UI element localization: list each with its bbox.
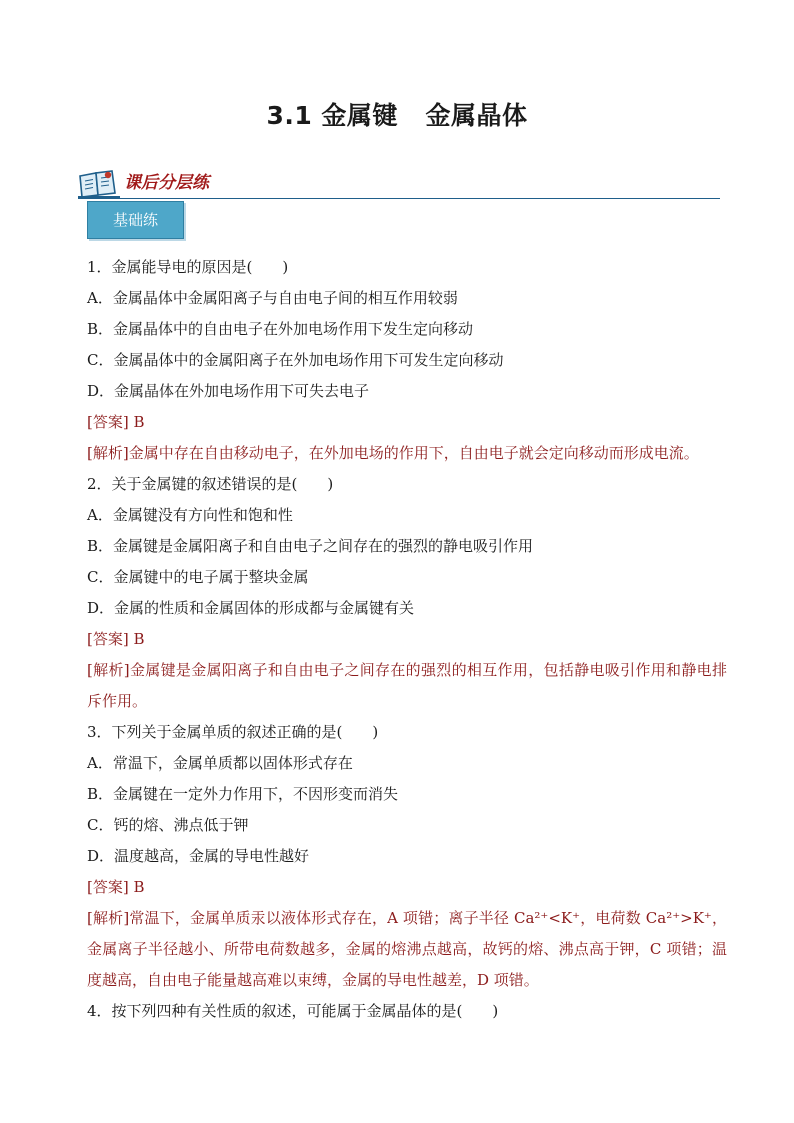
page-title: 3.1 金属键 金属晶体 — [266, 101, 528, 130]
option-b: B．金属键在一定外力作用下，不因形变而消失 — [87, 785, 399, 803]
option-b: B．金属晶体中的自由电子在外加电场作用下发生定向移动 — [87, 320, 474, 338]
question-stem: 4．按下列四种有关性质的叙述，可能属于金属晶体的是( ) — [87, 1002, 499, 1020]
analysis-text: [解析]金属键是金属阳离子和自由电子之间存在的强烈的相互作用，包括静电吸引作用和静电排斥作用。 — [87, 661, 727, 710]
answer-label: [答案] B — [87, 630, 145, 648]
option-d: D．金属晶体在外加电场作用下可失去电子 — [87, 382, 370, 400]
answer-label: [答案] B — [87, 878, 145, 896]
option-c: C．金属键中的电子属于整块金属 — [87, 568, 309, 586]
option-b: B．金属键是金属阳离子和自由电子之间存在的强烈的静电吸引作用 — [87, 537, 534, 555]
analysis-text: [解析]常温下，金属单质汞以液体形式存在，A 项错；离子半径 Ca²⁺<K⁺，电荷数 Ca²⁺>K⁺，金属离子半径越小、所带电荷数越多，金属的熔沸点越高，故钙的熔、沸点高于钾，C 项错；温度越高，自由电子能量越高难以束缚，金属的导电性越差，D 项错。 — [87, 909, 727, 989]
option-a: A．金属晶体中金属阳离子与自由电子间的相互作用较弱 — [87, 289, 458, 307]
header-rule-accent — [78, 196, 120, 198]
option-c: C．金属晶体中的金属阳离子在外加电场作用下可发生定向移动 — [87, 351, 504, 369]
option-a: A．金属键没有方向性和饱和性 — [87, 506, 293, 524]
question-list — [87, 252, 727, 1027]
question-stem: 3．下列关于金属单质的叙述正确的是( ) — [87, 723, 379, 741]
option-a: A．常温下，金属单质都以固体形式存在 — [87, 754, 353, 772]
question-stem: 2．关于金属键的叙述错误的是( ) — [87, 475, 334, 493]
option-c: C．钙的熔、沸点低于钾 — [87, 816, 249, 834]
section-label: 课后分层练 — [124, 173, 209, 193]
analysis-text: [解析]金属中存在自由移动电子，在外加电场的作用下，自由电子就会定向移动而形成电流。 — [87, 444, 699, 462]
level-tab: 基础练 — [87, 201, 184, 239]
book-icon — [78, 168, 118, 198]
answer-label: [答案] B — [87, 413, 145, 431]
header-rule — [78, 198, 720, 199]
question-stem: 1．金属能导电的原因是( ) — [87, 258, 289, 276]
option-d: D．金属的性质和金属固体的形成都与金属键有关 — [87, 599, 415, 617]
option-d: D．温度越高，金属的导电性越好 — [87, 847, 310, 865]
